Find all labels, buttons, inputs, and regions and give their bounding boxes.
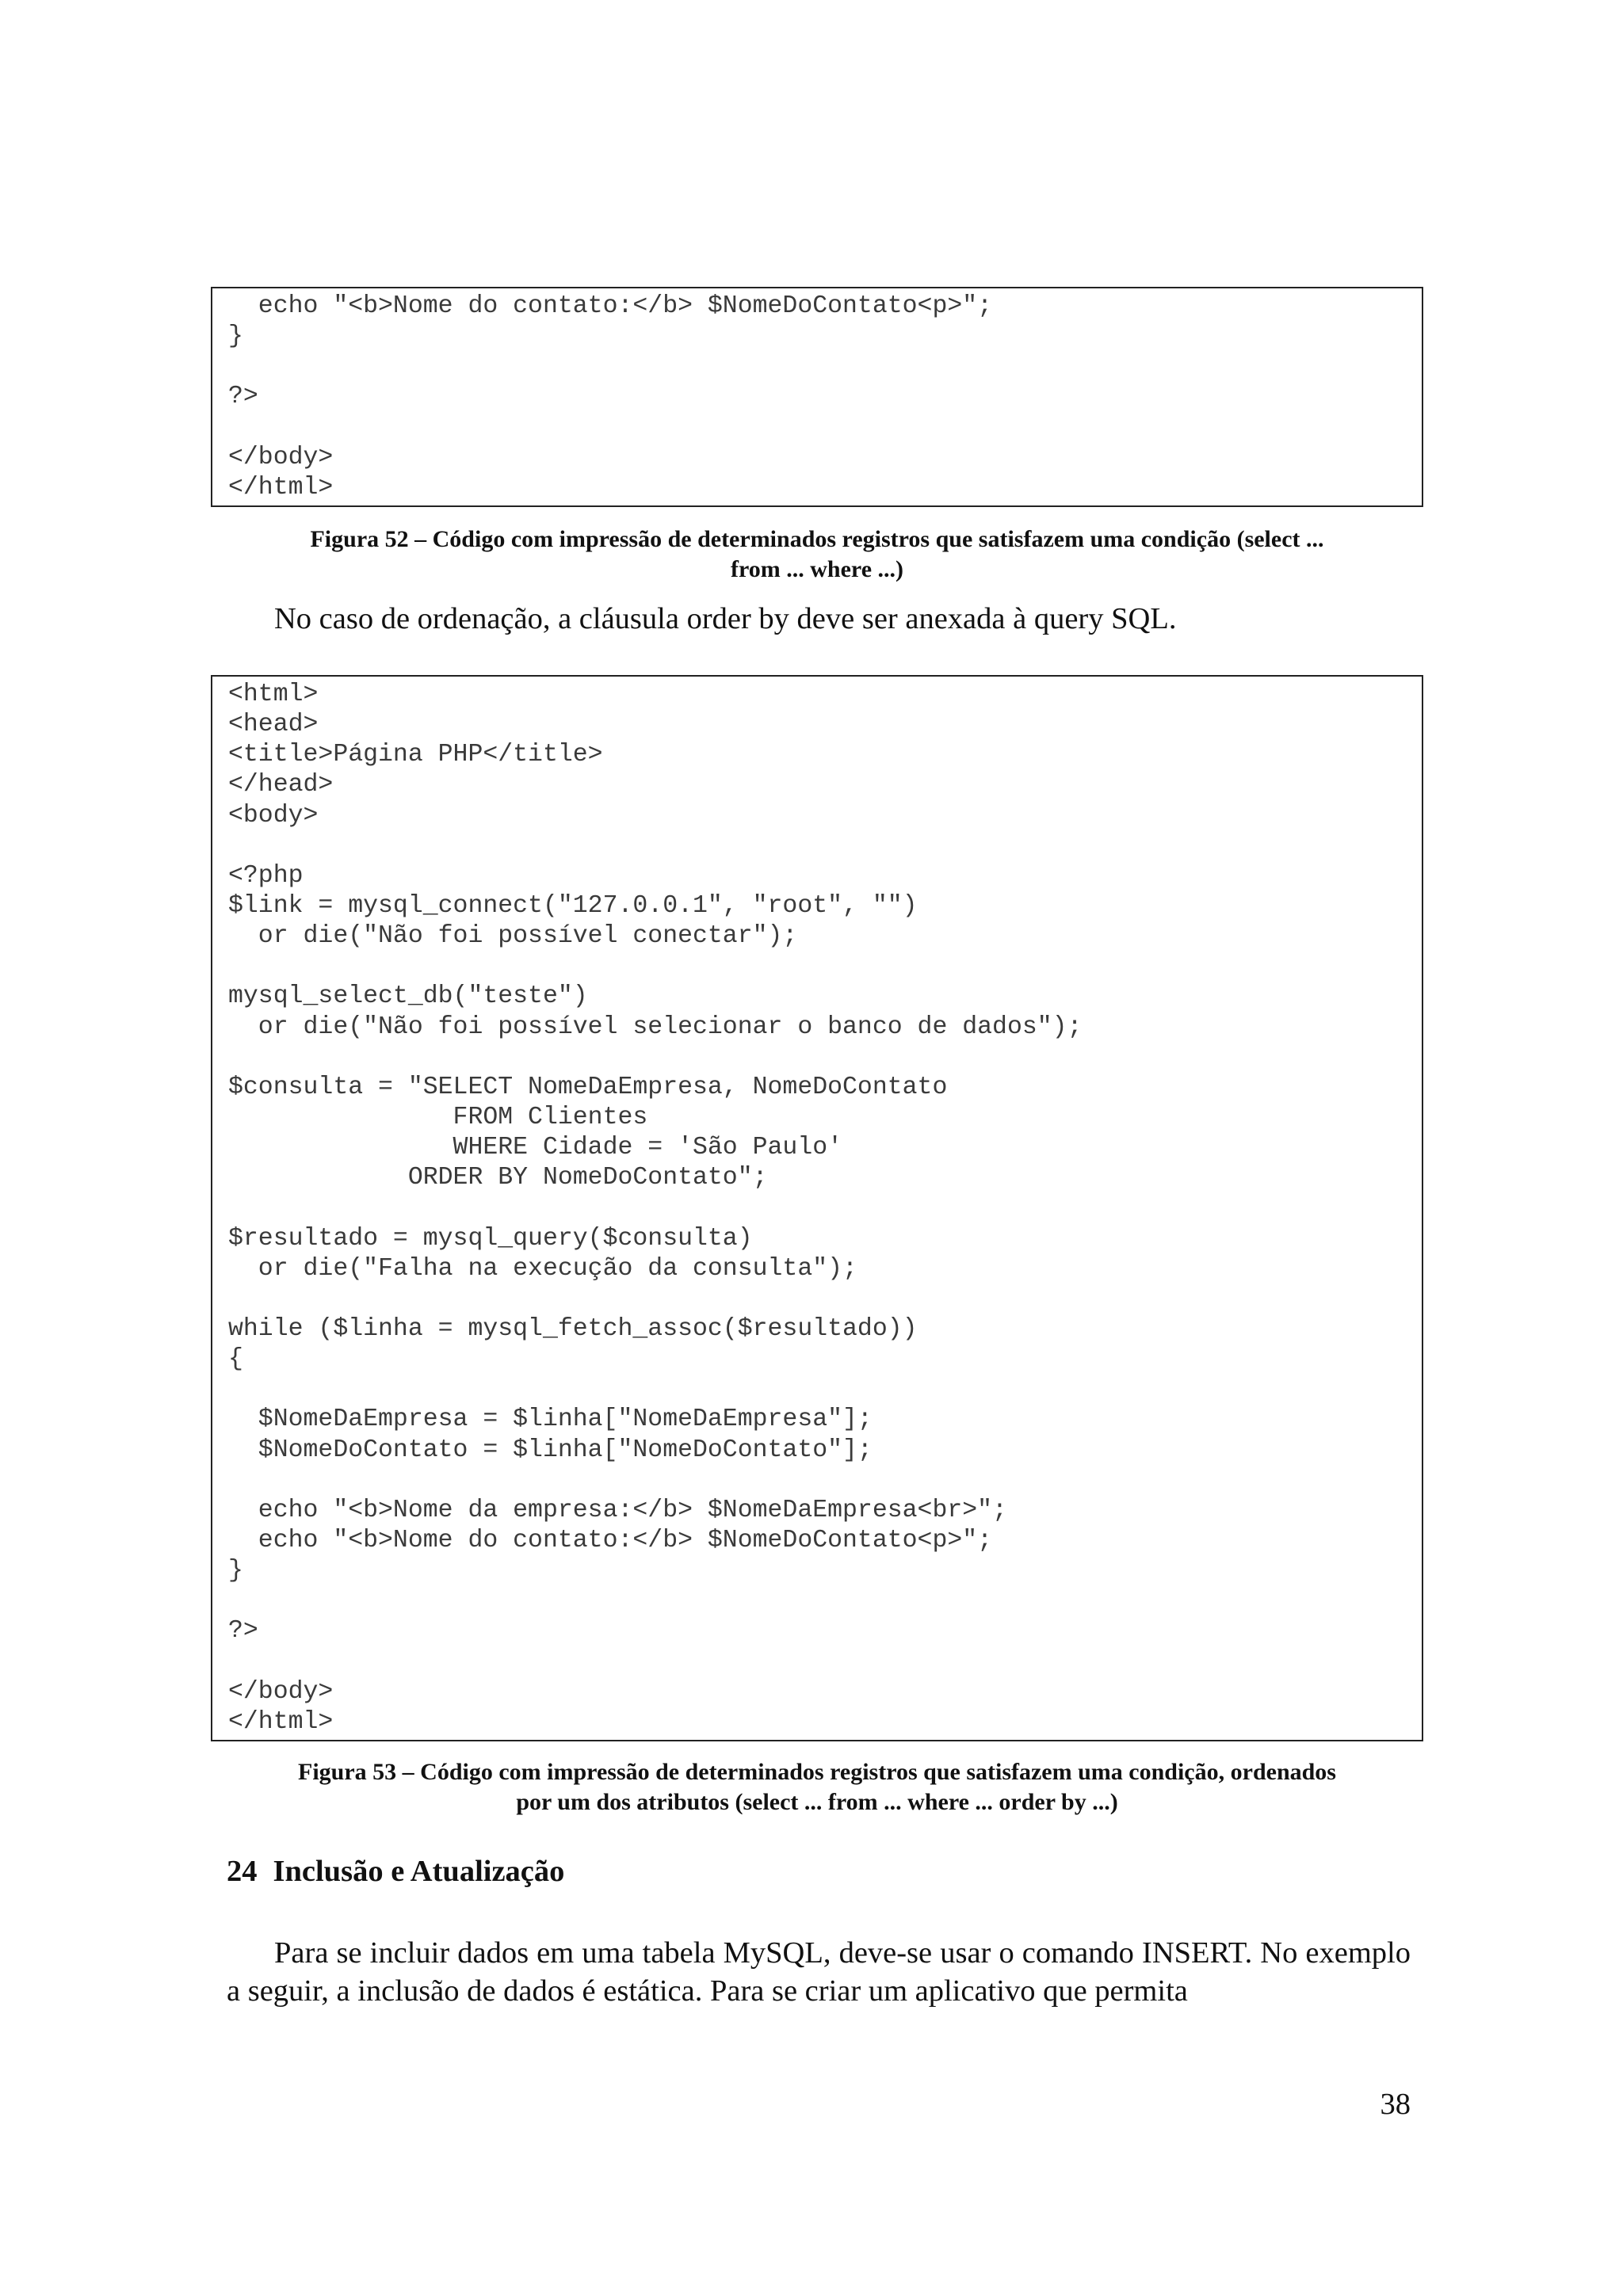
- code-line: [228, 831, 1422, 861]
- figure-53-caption: [211, 1757, 1423, 1817]
- code-line: </body>: [228, 443, 334, 471]
- code-line: }: [228, 1557, 243, 1585]
- caption-line: Figura 53 – Código com impressão de determinados registros que satisfazem uma condição, ordenados: [298, 1759, 1336, 1785]
- code-line: or die("Não foi possível selecionar o banco de dados");: [228, 1013, 1083, 1041]
- code-line: [228, 1586, 1422, 1616]
- page-number: 38: [1380, 2088, 1411, 2121]
- code-line: }: [228, 322, 243, 351]
- code-line: <body>: [228, 801, 319, 830]
- body-paragraph-ordering: No caso de ordenação, a cláusula order by deve ser anexada à query SQL.: [274, 602, 1177, 635]
- code-line: </body>: [228, 1677, 334, 1706]
- code-line: mysql_select_db("teste"): [228, 982, 588, 1011]
- code-line: ?>: [228, 383, 258, 411]
- code-line: ?>: [228, 1617, 258, 1646]
- code-line: $link = mysql_connect("127.0.0.1", "root", ""): [228, 891, 918, 920]
- caption-line: from ... where ...): [731, 556, 903, 582]
- code-line: $resultado = mysql_query($consulta): [228, 1224, 753, 1253]
- caption-line: Figura 52 – Código com impressão de determinados registros que satisfazem uma condição (select ...: [310, 526, 1324, 552]
- caption-line: por um dos atributos (select ... from ... where ... order by ...): [516, 1789, 1118, 1815]
- figure-52-caption: [211, 524, 1423, 585]
- code-line: $NomeDoContato = $linha["NomeDoContato"];: [228, 1436, 873, 1464]
- section-heading: [227, 1852, 564, 1890]
- code-line: [228, 1375, 1422, 1405]
- code-line: ORDER BY NomeDoContato";: [228, 1164, 768, 1192]
- code-line: <?php: [228, 861, 304, 890]
- section-number: 24: [227, 1855, 258, 1888]
- code-line: [228, 952, 1422, 982]
- code-line: echo "<b>Nome do contato:</b> $NomeDoContato<p>";: [228, 1526, 993, 1554]
- code-line: </html>: [228, 1707, 334, 1736]
- code-line: {: [228, 1345, 243, 1374]
- code-line: $consulta = "SELECT NomeDaEmpresa, NomeDoContato: [228, 1073, 948, 1101]
- code-line: echo "<b>Nome da empresa:</b> $NomeDaEmpresa<br>";: [228, 1496, 1007, 1524]
- code-line: [228, 1466, 1422, 1496]
- code-line: [228, 1284, 1422, 1314]
- code-block-figure-53: [211, 675, 1423, 1741]
- code-line: echo "<b>Nome do contato:</b> $NomeDoContato<p>";: [228, 292, 993, 320]
- code-line: <head>: [228, 711, 319, 739]
- code-line: [228, 1193, 1422, 1223]
- code-line: while ($linha = mysql_fetch_assoc($resultado)): [228, 1314, 918, 1343]
- code-line: [228, 352, 1422, 382]
- code-line: [228, 1043, 1422, 1073]
- section-title: Inclusão e Atualização: [273, 1855, 565, 1888]
- body-paragraph-insert: Para se incluir dados em uma tabela MySQL, deve-se usar o comando INSERT. No exemplo a seguir, a inclusão de dados é estática. Para se criar um aplicativo que permita: [227, 1936, 1411, 2008]
- code-line: or die("Não foi possível conectar");: [228, 922, 798, 951]
- code-line: <html>: [228, 681, 319, 708]
- code-line: FROM Clientes: [228, 1103, 648, 1131]
- code-line: WHERE Cidade = 'São Paulo': [228, 1134, 843, 1162]
- code-line: </head>: [228, 771, 334, 799]
- code-block-figure-52: [211, 287, 1423, 507]
- code-line: $NomeDaEmpresa = $linha["NomeDaEmpresa"];: [228, 1405, 873, 1434]
- code-line: <title>Página PHP</title>: [228, 741, 603, 769]
- code-line: [228, 1647, 1422, 1677]
- code-line: or die("Falha na execução da consulta");: [228, 1254, 857, 1283]
- code-line: [228, 413, 1422, 443]
- code-line: </html>: [228, 473, 334, 502]
